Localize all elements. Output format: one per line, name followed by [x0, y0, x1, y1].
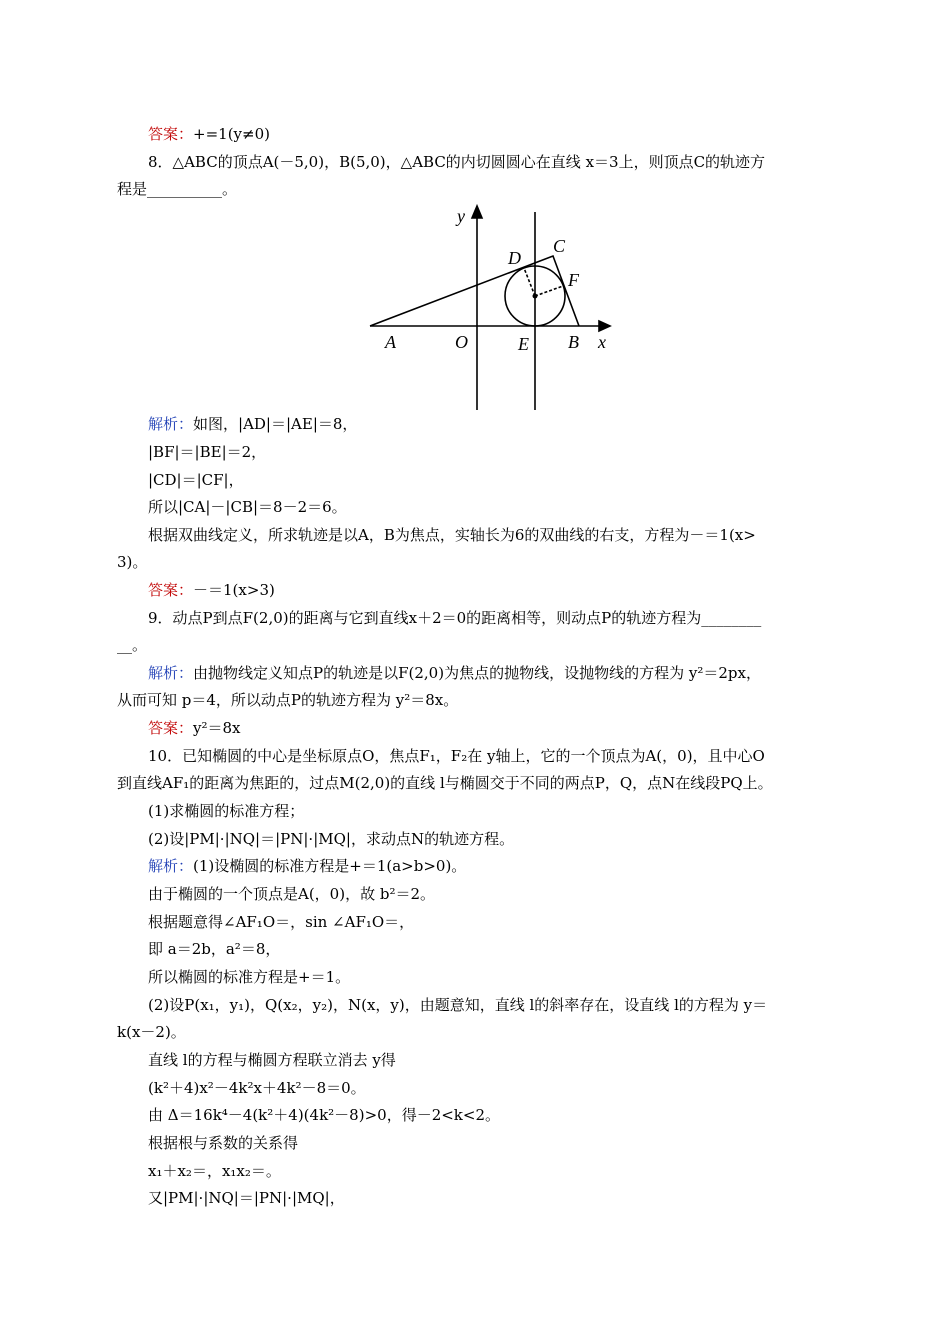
answer-line — [148, 124, 270, 144]
incenter-point — [533, 294, 538, 299]
text-line: (2)设|PM|·|NQ|＝|PN|·|MQ|，求动点N的轨迹方程。 — [148, 830, 515, 848]
question-9-line-1: 9．动点P到点F(2,0)的距离与它到直线x＋2＝0的距离相等，则动点P的轨迹方程为________ — [148, 609, 762, 627]
label-o: O — [455, 332, 468, 352]
text-line: 所以椭圆的标准方程是+＝1。 — [148, 968, 351, 986]
text-line: 即 a＝2b，a²＝8， — [148, 940, 281, 958]
question-9-line-2: __。 — [117, 636, 148, 654]
label-b: B — [568, 332, 579, 352]
text-line: 直线 l的方程与椭圆方程联立消去 y得 — [148, 1051, 396, 1069]
radius-to-d — [524, 268, 535, 296]
y-axis-arrow — [472, 206, 482, 218]
text-line: 从而可知 p＝4，所以动点P的轨迹方程为 y²＝8x。 — [117, 691, 459, 709]
analysis-text: (1)设椭圆的标准方程是+＝1(a>b>0)。 — [193, 857, 467, 875]
text-line: 3)。 — [117, 553, 148, 571]
text-line: 根据题意得∠AF₁O＝，sin ∠AF₁O＝， — [148, 913, 415, 931]
label-d: D — [508, 248, 521, 268]
label-c: C — [553, 236, 566, 256]
text-line: 又|PM|·|NQ|＝|PN|·|MQ|， — [148, 1189, 345, 1207]
text-line: 由 Δ＝16k⁴－4(k²＋4)(4k²－8)>0，得－2<k<2。 — [148, 1106, 501, 1124]
analysis-text: 由抛物线定义知点P的轨迹是以F(2,0)为焦点的抛物线，设抛物线的方程为 y²＝2px， — [193, 664, 761, 682]
answer-label: 答案： — [148, 719, 194, 737]
text-line: 根据双曲线定义，所求轨迹是以A，B为焦点，实轴长为6的双曲线的右支，方程为－＝1(x> — [148, 526, 756, 544]
analysis-text: 如图，|AD|＝|AE|＝8， — [193, 415, 358, 433]
text-line: |CD|＝|CF|， — [148, 471, 244, 489]
question-8-line-1: 8．△ABC的顶点A(－5,0)，B(5,0)，△ABC的内切圆圆心在直线 x＝3上，则顶点C的轨迹方 — [148, 153, 766, 171]
analysis-label: 解析： — [148, 415, 194, 433]
answer-text: +=1(y≠0) — [193, 125, 270, 143]
text-line: |BF|＝|BE|＝2， — [148, 443, 267, 461]
answer-text: －＝1(x>3) — [193, 581, 275, 599]
question-10-line-1: 10．已知椭圆的中心是坐标原点O，焦点F₁，F₂在 y轴上，它的一个顶点为A(，0)，且中心O — [148, 747, 765, 765]
text-line: (1)求椭圆的标准方程； — [148, 802, 305, 820]
answer-label: 答案： — [148, 125, 194, 143]
radius-to-f — [535, 286, 563, 296]
question-8-line-2: 程是__________。 — [117, 180, 238, 198]
label-e: E — [518, 334, 529, 354]
analysis-label: 解析： — [148, 664, 194, 682]
label-x: x — [598, 332, 606, 352]
text-line: 由于椭圆的一个顶点是A(，0)，故 b²＝2。 — [148, 885, 436, 903]
text-line: (2)设P(x₁，y₁)，Q(x₂，y₂)，N(x，y)，由题意知，直线 l的斜率存在，设直线 l的方程为 y＝ — [148, 996, 768, 1014]
question-10-line-2: 到直线AF₁的距离为焦距的，过点M(2,0)的直线 l与椭圆交于不同的两点P，Q，点N在线段PQ上。 — [117, 774, 773, 792]
analysis-line — [148, 663, 761, 683]
label-f: F — [568, 270, 579, 290]
answer-text: y²＝8x — [193, 719, 241, 737]
x-axis-arrow — [599, 321, 610, 331]
text-line: k(x－2)。 — [117, 1023, 186, 1041]
analysis-line — [148, 414, 357, 434]
label-y: y — [457, 206, 465, 226]
answer-line — [148, 718, 241, 738]
geometry-figure — [365, 200, 620, 412]
text-line: x₁＋x₂＝，x₁x₂＝。 — [148, 1162, 281, 1180]
answer-line — [148, 580, 275, 600]
label-a: A — [385, 332, 396, 352]
analysis-label: 解析： — [148, 857, 194, 875]
text-line: 所以|CA|－|CB|＝8－2＝6。 — [148, 498, 347, 516]
text-line: 根据根与系数的关系得 — [148, 1134, 299, 1152]
answer-label: 答案： — [148, 581, 194, 599]
text-line: (k²＋4)x²－4k²x＋4k²－8＝0。 — [148, 1079, 366, 1097]
analysis-line — [148, 856, 466, 876]
triangle-abc — [370, 256, 579, 326]
